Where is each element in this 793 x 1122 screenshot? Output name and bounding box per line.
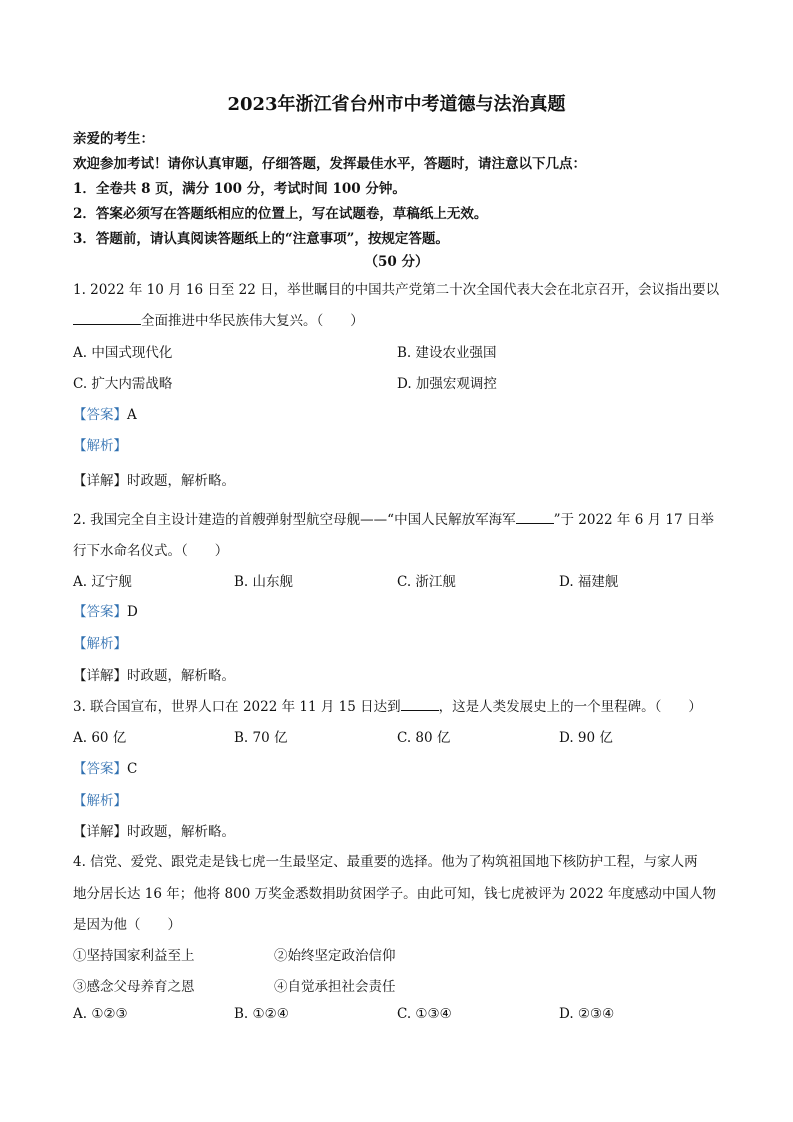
answer-blank	[401, 697, 439, 712]
q2-option-c: C. 浙江舰	[397, 574, 456, 590]
q4-option-c: C. ①③④	[397, 1006, 452, 1022]
q2-option-b: B. 山东舰	[234, 574, 294, 590]
question-4-text-cont-1: 地分居长达 16 年；他将 800 万奖金悉数捐助贫困学子。由此可知，钱七虎被评为 2022 年度感动中国人物	[73, 886, 717, 902]
greeting: 亲爱的考生：	[73, 131, 154, 147]
q1-option-d: D. 加强宏观调控	[397, 376, 497, 392]
question-2-text-after: ”于 2022 年 6 月 17 日举	[553, 512, 714, 528]
q1-detail	[73, 469, 235, 489]
section-score: （50 分）	[364, 254, 429, 270]
q4-item-1: ①坚持国家利益至上	[73, 948, 195, 964]
question-2-text-before: 2. 我国完全自主设计建造的首艘弹射型航空母舰——“中国人民解放军海军	[73, 512, 516, 528]
note-3: 3．答题前，请认真阅读答题纸上的“注意事项”，按规定答题。	[73, 231, 449, 247]
answer-value: C	[127, 761, 138, 777]
note-1: 1．全卷共 8 页，满分 100 分，考试时间 100 分钟。	[73, 181, 406, 197]
page-title: 2023年浙江省台州市中考道德与法治真题	[227, 94, 566, 115]
detail-text: 时政题，解析略。	[127, 668, 235, 684]
q1-answer	[73, 403, 137, 423]
q3-analysis-label: 【解析】	[73, 793, 127, 809]
question-4-text-cont-2: 是因为他（ ）	[73, 917, 181, 933]
q2-answer	[73, 600, 138, 620]
q4-item-4: ④自觉承担社会责任	[274, 979, 396, 995]
detail-text: 时政题，解析略。	[127, 473, 235, 489]
question-3-text-after: ，这是人类发展史上的一个里程碑。（ ）	[438, 699, 702, 715]
q1-analysis-label: 【解析】	[73, 438, 127, 454]
note-2: 2．答案必须写在答题纸相应的位置上，写在试题卷，草稿纸上无效。	[73, 206, 488, 222]
answer-blank	[516, 510, 554, 525]
answer-blank	[73, 311, 141, 326]
q4-option-a: A. ①②③	[73, 1006, 128, 1022]
question-1-text: 1. 2022 年 10 月 16 日至 22 日，举世瞩目的中国共产党第二十次全国代表大会在北京召开，会议指出要以	[73, 282, 720, 298]
question-4-text: 4. 信党、爱党、跟党走是钱七虎一生最坚定、最重要的选择。他为了构筑祖国地下核防护工程，与家人两	[73, 854, 698, 870]
q2-option-d: D. 福建舰	[559, 574, 619, 590]
q4-option-b: B. ①②④	[234, 1006, 289, 1022]
q1-option-a: A. 中国式现代化	[73, 345, 173, 361]
q2-analysis-label: 【解析】	[73, 636, 127, 652]
q3-detail	[73, 820, 235, 840]
q3-option-a: A. 60 亿	[73, 730, 127, 746]
answer-label: 【答案】	[73, 407, 127, 423]
detail-label: 【详解】	[73, 824, 127, 840]
question-1-text-after: 全面推进中华民族伟大复兴。（ ）	[141, 313, 364, 329]
answer-label: 【答案】	[73, 604, 127, 620]
q3-option-c: C. 80 亿	[397, 730, 451, 746]
q2-detail	[73, 664, 235, 684]
question-2-text	[73, 508, 714, 528]
question-3-text	[73, 695, 702, 715]
q3-answer	[73, 757, 137, 777]
answer-label: 【答案】	[73, 761, 127, 777]
q4-option-d: D. ②③④	[559, 1006, 615, 1022]
question-3-text-before: 3. 联合国宣布，世界人口在 2022 年 11 月 15 日达到	[73, 699, 401, 715]
q4-item-2: ②始终坚定政治信仰	[274, 948, 396, 964]
q3-option-d: D. 90 亿	[559, 730, 613, 746]
q3-option-b: B. 70 亿	[234, 730, 288, 746]
q4-item-3: ③感念父母养育之恩	[73, 979, 195, 995]
answer-value: A	[127, 407, 137, 423]
detail-label: 【详解】	[73, 668, 127, 684]
q1-option-c: C. 扩大内需战略	[73, 376, 173, 392]
welcome-text: 欢迎参加考试！请你认真审题，仔细答题，发挥最佳水平，答题时，请注意以下几点：	[73, 156, 586, 172]
answer-value: D	[127, 604, 138, 620]
detail-text: 时政题，解析略。	[127, 824, 235, 840]
q1-option-b: B. 建设农业强国	[397, 345, 497, 361]
detail-label: 【详解】	[73, 473, 127, 489]
question-1-text-cont	[73, 309, 364, 329]
question-2-text-cont: 行下水命名仪式。（ ）	[73, 543, 229, 559]
q2-option-a: A. 辽宁舰	[73, 574, 132, 590]
